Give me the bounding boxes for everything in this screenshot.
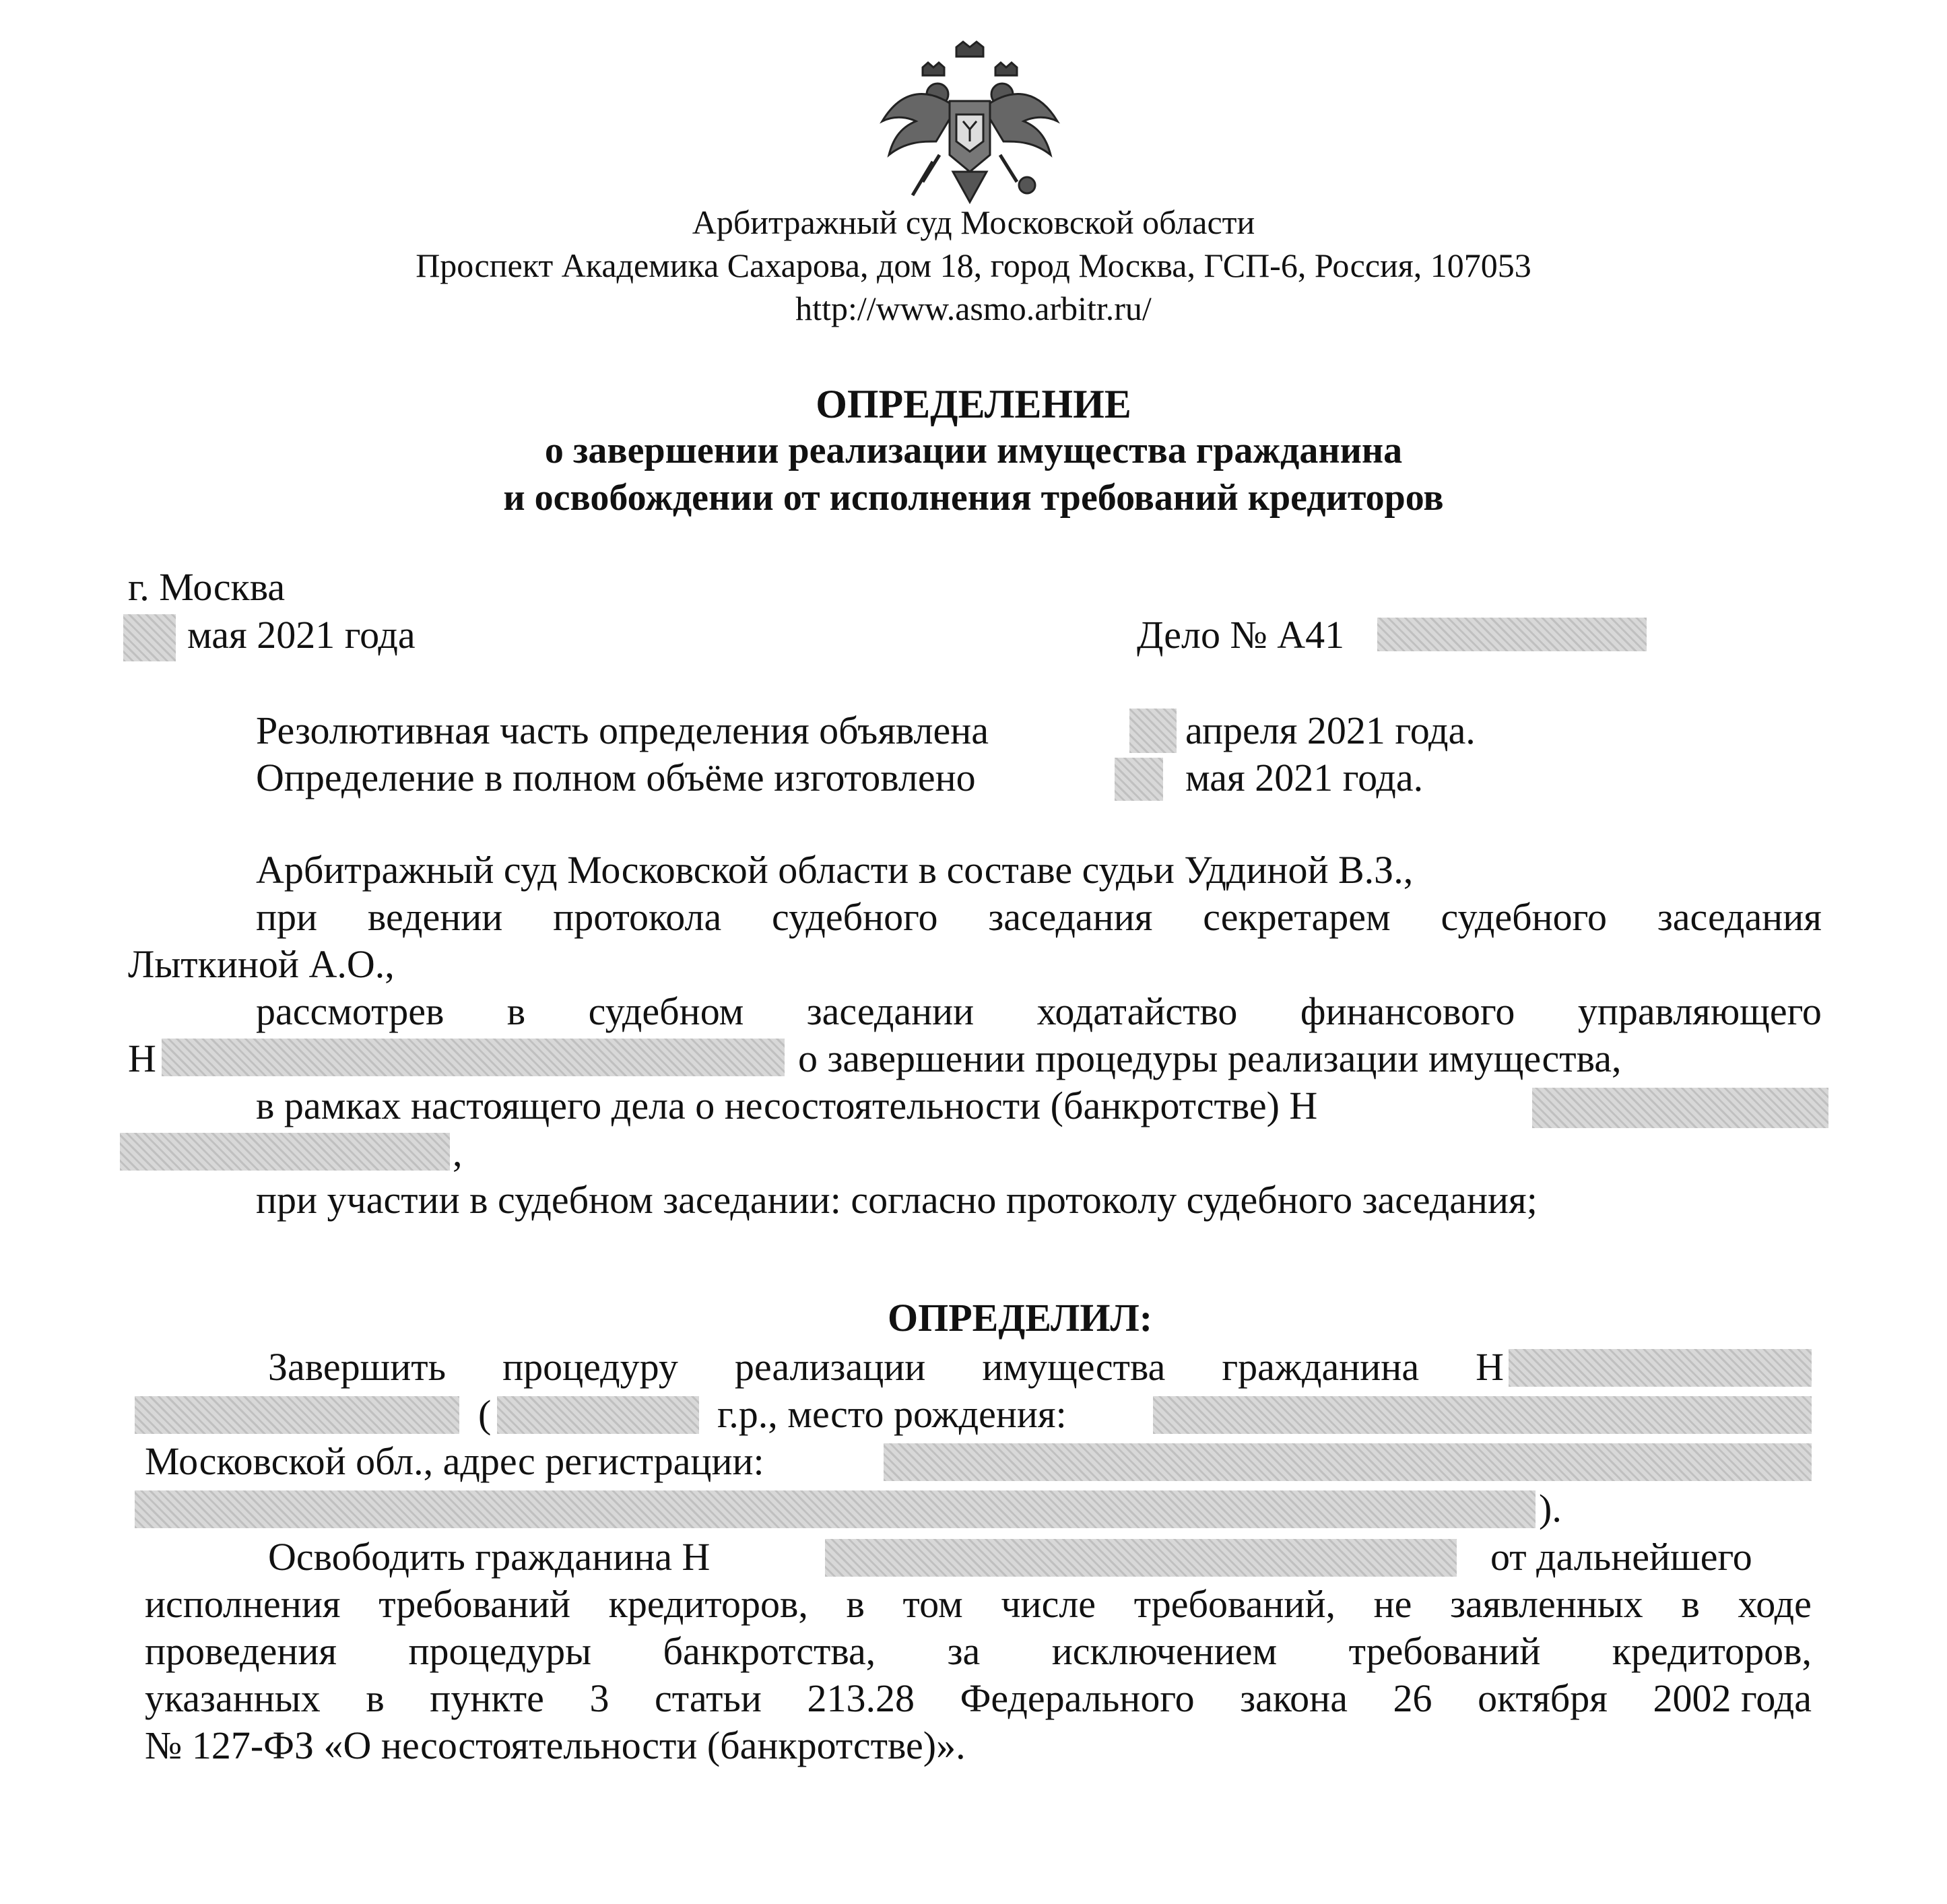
document-title: ОПРЕДЕЛЕНИЕ bbox=[816, 382, 1131, 426]
redacted-citizen-name-1 bbox=[1509, 1349, 1812, 1387]
resolution-date-suffix: апреля 2021 года. bbox=[1185, 709, 1476, 752]
ruling-p2-line4: указанных в пункте 3 статьи 213.28 Федерального закона 26 октября 2002 года bbox=[145, 1676, 1812, 1720]
document-subtitle-2: и освобождении от исполнения требований кредиторов bbox=[503, 477, 1444, 519]
city: г. Москва bbox=[128, 565, 286, 609]
redacted-address-1 bbox=[884, 1443, 1812, 1481]
review-tail: о завершении процедуры реализации имущества, bbox=[798, 1037, 1622, 1080]
full-text-date-prefix: Определение в полном объёме изготовлено bbox=[256, 756, 976, 799]
redacted-full-text-day bbox=[1115, 758, 1163, 801]
court-name: Арбитражный суд Московской области bbox=[692, 203, 1255, 241]
birth-place-label: г.р., место рождения: bbox=[717, 1392, 1067, 1436]
redacted-day bbox=[123, 614, 176, 661]
resolution-date-prefix: Резолютивная часть определения объявлена bbox=[256, 709, 989, 752]
redacted-birth-date bbox=[497, 1396, 699, 1434]
court-address: Проспект Академика Сахарова, дом 18, город Москва, ГСП-6, Россия, 107053 bbox=[416, 247, 1531, 284]
ruling-heading: ОПРЕДЕЛИЛ: bbox=[888, 1296, 1153, 1340]
document-subtitle-1: о завершении реализации имущества гражданина bbox=[544, 430, 1403, 471]
law-reference: № 127-ФЗ «О несостоятельности (банкротстве)». bbox=[145, 1724, 966, 1767]
review-line: рассмотрев в судебном заседании ходатайство финансового управляющего bbox=[256, 989, 1822, 1033]
ruling-p2-start: Освободить гражданина Н bbox=[268, 1535, 711, 1579]
redacted-citizen-name-2 bbox=[135, 1396, 459, 1434]
ruling-p2-line2: исполнения требований кредиторов, в том числе требований, не заявленных в ходе bbox=[145, 1582, 1812, 1626]
court-composition: Арбитражный суд Московской области в составе судьи Уддиной В.З., bbox=[256, 848, 1414, 892]
open-paren: ( bbox=[478, 1392, 492, 1436]
redacted-citizen-name-3 bbox=[825, 1539, 1457, 1577]
redacted-debtor-name-2 bbox=[120, 1133, 450, 1171]
close-paren: ). bbox=[1539, 1486, 1562, 1530]
ruling-p2-line3: проведения процедуры банкротства, за исключением требований кредиторов, bbox=[145, 1629, 1812, 1673]
redacted-debtor-name-1 bbox=[1532, 1088, 1828, 1128]
secretary-line: при ведении протокола судебного заседания секретарем судебного заседания bbox=[256, 895, 1822, 939]
case-context-line: в рамках настоящего дела о несостоятельности (банкротстве) Н bbox=[256, 1084, 1318, 1127]
redacted-address-2 bbox=[135, 1490, 1536, 1528]
redacted-case-number bbox=[1377, 618, 1647, 651]
coat-of-arms-emblem bbox=[876, 40, 1064, 209]
redacted-resolution-day bbox=[1129, 709, 1177, 753]
ruling-p2-end: от дальнейшего bbox=[1490, 1535, 1752, 1579]
financial-manager-initial: Н bbox=[128, 1037, 156, 1080]
ruling-p1-line1: Завершить процедуру реализации имущества гражданина Н bbox=[268, 1345, 1504, 1389]
registration-label: Московской обл., адрес регистрации: bbox=[145, 1439, 764, 1483]
redacted-financial-manager bbox=[162, 1039, 785, 1076]
secretary-name: Лыткиной А.О., bbox=[128, 942, 395, 986]
case-number-label: Дело № А41 bbox=[1137, 613, 1345, 657]
redacted-birth-place bbox=[1153, 1396, 1812, 1434]
participation-line: при участии в судебном заседании: согласно протоколу судебного заседания; bbox=[256, 1178, 1538, 1222]
court-website: http://www.asmo.arbitr.ru/ bbox=[795, 290, 1152, 327]
comma: , bbox=[453, 1131, 463, 1175]
decision-date: мая 2021 года bbox=[187, 613, 416, 657]
full-text-date-suffix: мая 2021 года. bbox=[1185, 756, 1424, 799]
